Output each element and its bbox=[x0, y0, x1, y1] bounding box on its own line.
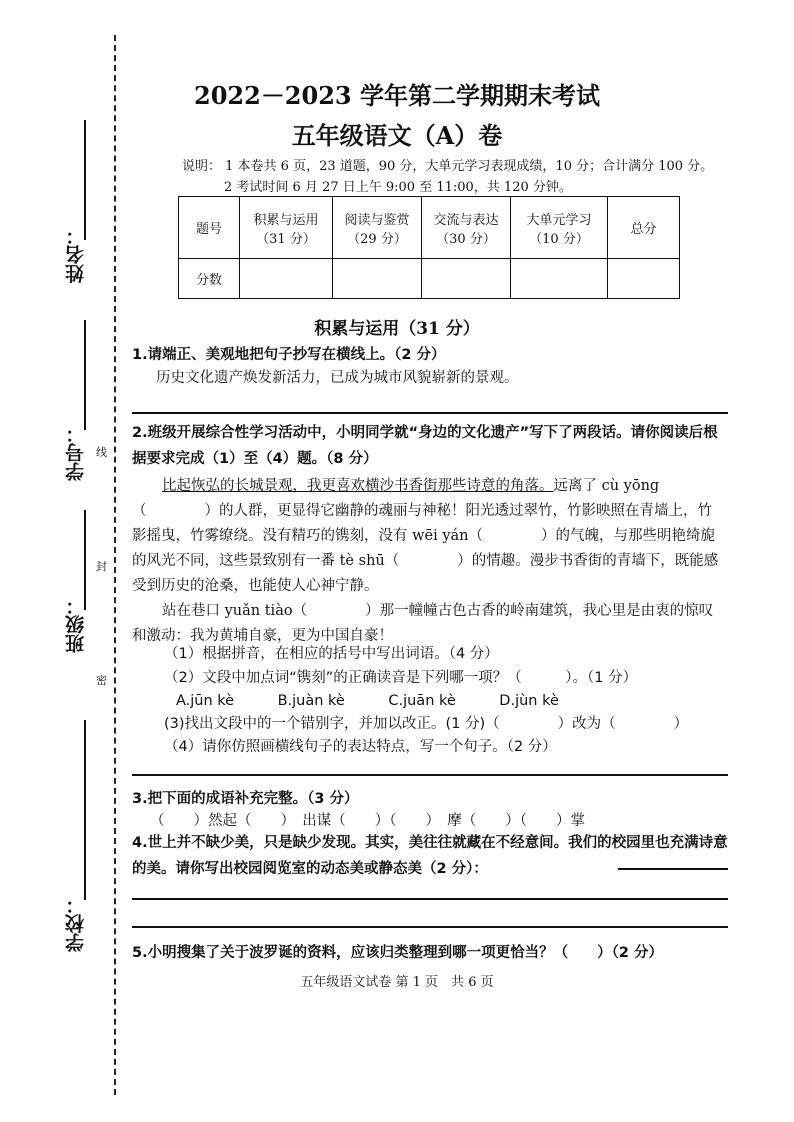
score-header-cell: 交流与表达 （30 分） bbox=[422, 197, 511, 259]
score-header-cell: 总分 bbox=[608, 197, 680, 259]
seal-mark-seal: 封 bbox=[96, 560, 107, 573]
q2-sub1: （1）根据拼音，在相应的括号中写出词语。（4 分） bbox=[164, 646, 499, 662]
q1-prompt: 1.请端正、美观地把句子抄写在横线上。（2 分） bbox=[132, 347, 446, 363]
page-footer: 五年级语文试卷 第 1 页 共 6 页 bbox=[300, 975, 494, 990]
score-header-cell: 阅读与鉴赏 （29 分） bbox=[333, 197, 422, 259]
score-header-cell: 题号 bbox=[179, 197, 240, 259]
q2-prompt: 2.班级开展综合性学习活动中，小明同学就“身边的文化遗产”写下了两段话。请你阅读后根据要求完成（1）至（4）题。（8 分） bbox=[132, 425, 718, 467]
score-header-cell: 大单元学习 （10 分） bbox=[511, 197, 608, 259]
school-label: 学校： bbox=[65, 895, 87, 952]
q2-options: A.jūn kè B.juàn kè C.juān kè D.jùn kè bbox=[176, 693, 559, 709]
q2-underlined-sentence: 比起恢弘的长城景观，我更喜欢横沙书香街那些诗意的角落。 bbox=[162, 478, 554, 494]
q2-paragraph-1-rest: 远离了 cù yōng（ ）的人群，更显得它幽静的魂丽与神秘！阳光透过翠竹，竹影映照在青墙上，竹影摇曳，竹雾缭绕。没有精巧的镌刻，没有 wēi yán（ ）的气魄，与那些明艳绮旎的风光不同，这些景致别有一番 tè shū（ ）的情趣。漫步书香街的青墙下，既能感受到历史的沧桑，也能使人心神宁静。 bbox=[132, 478, 719, 594]
q4-prompt: 4.世上并不缺少美，只是缺少发现。其实，美往往就藏在不经意间。我们的校园里也充满诗意的美。请你写出校园阅览室的动态美或静态美（2 分）： bbox=[132, 835, 728, 877]
score-input-cell[interactable] bbox=[422, 259, 511, 299]
q1-copy-text: 历史文化遗产焕发新活力，已成为城市风貌崭新的景观。 bbox=[156, 370, 519, 386]
seal-mark-secret: 密 bbox=[96, 674, 107, 687]
score-header-cell: 积累与运用 （31 分） bbox=[240, 197, 333, 259]
q4-answer-line-2[interactable] bbox=[132, 898, 728, 900]
score-row-label: 分数 bbox=[179, 259, 240, 299]
q4-answer-line-3[interactable] bbox=[132, 926, 728, 928]
q3-blanks: （ ）然起（ ） 出谋（ ）（ ） 摩（ ）（ ）掌 bbox=[150, 813, 585, 829]
q4-answer-line-1[interactable] bbox=[618, 868, 728, 870]
school-write-line bbox=[84, 720, 86, 900]
instructions-line-1: 说明： 1 本卷共 6 页，23 道题，90 分，大单元学习表现成绩，10 分；合计满分 100 分。 bbox=[182, 159, 714, 174]
q2-answer-line[interactable] bbox=[132, 774, 728, 776]
id-label: 学号： bbox=[65, 424, 87, 481]
q2-sub3: (3)找出文段中的一个错别字，并加以改正。(1 分)（ ）改为（ ） bbox=[164, 716, 689, 732]
score-table bbox=[178, 196, 680, 299]
q3-prompt: 3.把下面的成语补充完整。（3 分） bbox=[132, 791, 359, 807]
score-input-cell[interactable] bbox=[333, 259, 422, 299]
q2-sub2: （2）文段中加点词“镌刻”的正确读音是下列哪一项？（ ）。（1 分） bbox=[164, 670, 638, 686]
q2-paragraph-1 bbox=[132, 474, 726, 599]
score-input-cell[interactable] bbox=[511, 259, 608, 299]
section-title: 积累与运用（31 分） bbox=[314, 319, 480, 339]
q2-sub4: （4）请你仿照画横线句子的表达特点，写一个句子。（2 分） bbox=[164, 739, 557, 755]
seal-mark-line: 线 bbox=[96, 446, 107, 459]
exam-subtitle: 五年级语文（A）卷 bbox=[291, 121, 503, 150]
exam-title: 2022－2023 学年第二学期期末考试 bbox=[194, 81, 600, 110]
class-write-line bbox=[84, 510, 86, 610]
class-label: 班级： bbox=[65, 596, 87, 653]
binding-dashed-line bbox=[114, 35, 116, 1095]
instructions-line-2: 2 考试时间 6 月 27 日上午 9:00 至 11:00，共 120 分钟。 bbox=[224, 180, 572, 195]
name-label: 姓名： bbox=[65, 226, 87, 283]
score-input-cell[interactable] bbox=[240, 259, 333, 299]
q2-paragraph-2: 站在巷口 yuǎn tiào（ ）那一幢幢古色古香的岭南建筑，我心里是由衷的惊叹和激动：我为黄埔自豪，更为中国自豪！ bbox=[132, 603, 714, 644]
q1-answer-line[interactable] bbox=[132, 412, 728, 414]
q5-prompt: 5.小明搜集了关于波罗诞的资料，应该归类整理到哪一项更恰当？（ ）（2 分） bbox=[132, 945, 663, 961]
score-input-cell[interactable] bbox=[608, 259, 680, 299]
